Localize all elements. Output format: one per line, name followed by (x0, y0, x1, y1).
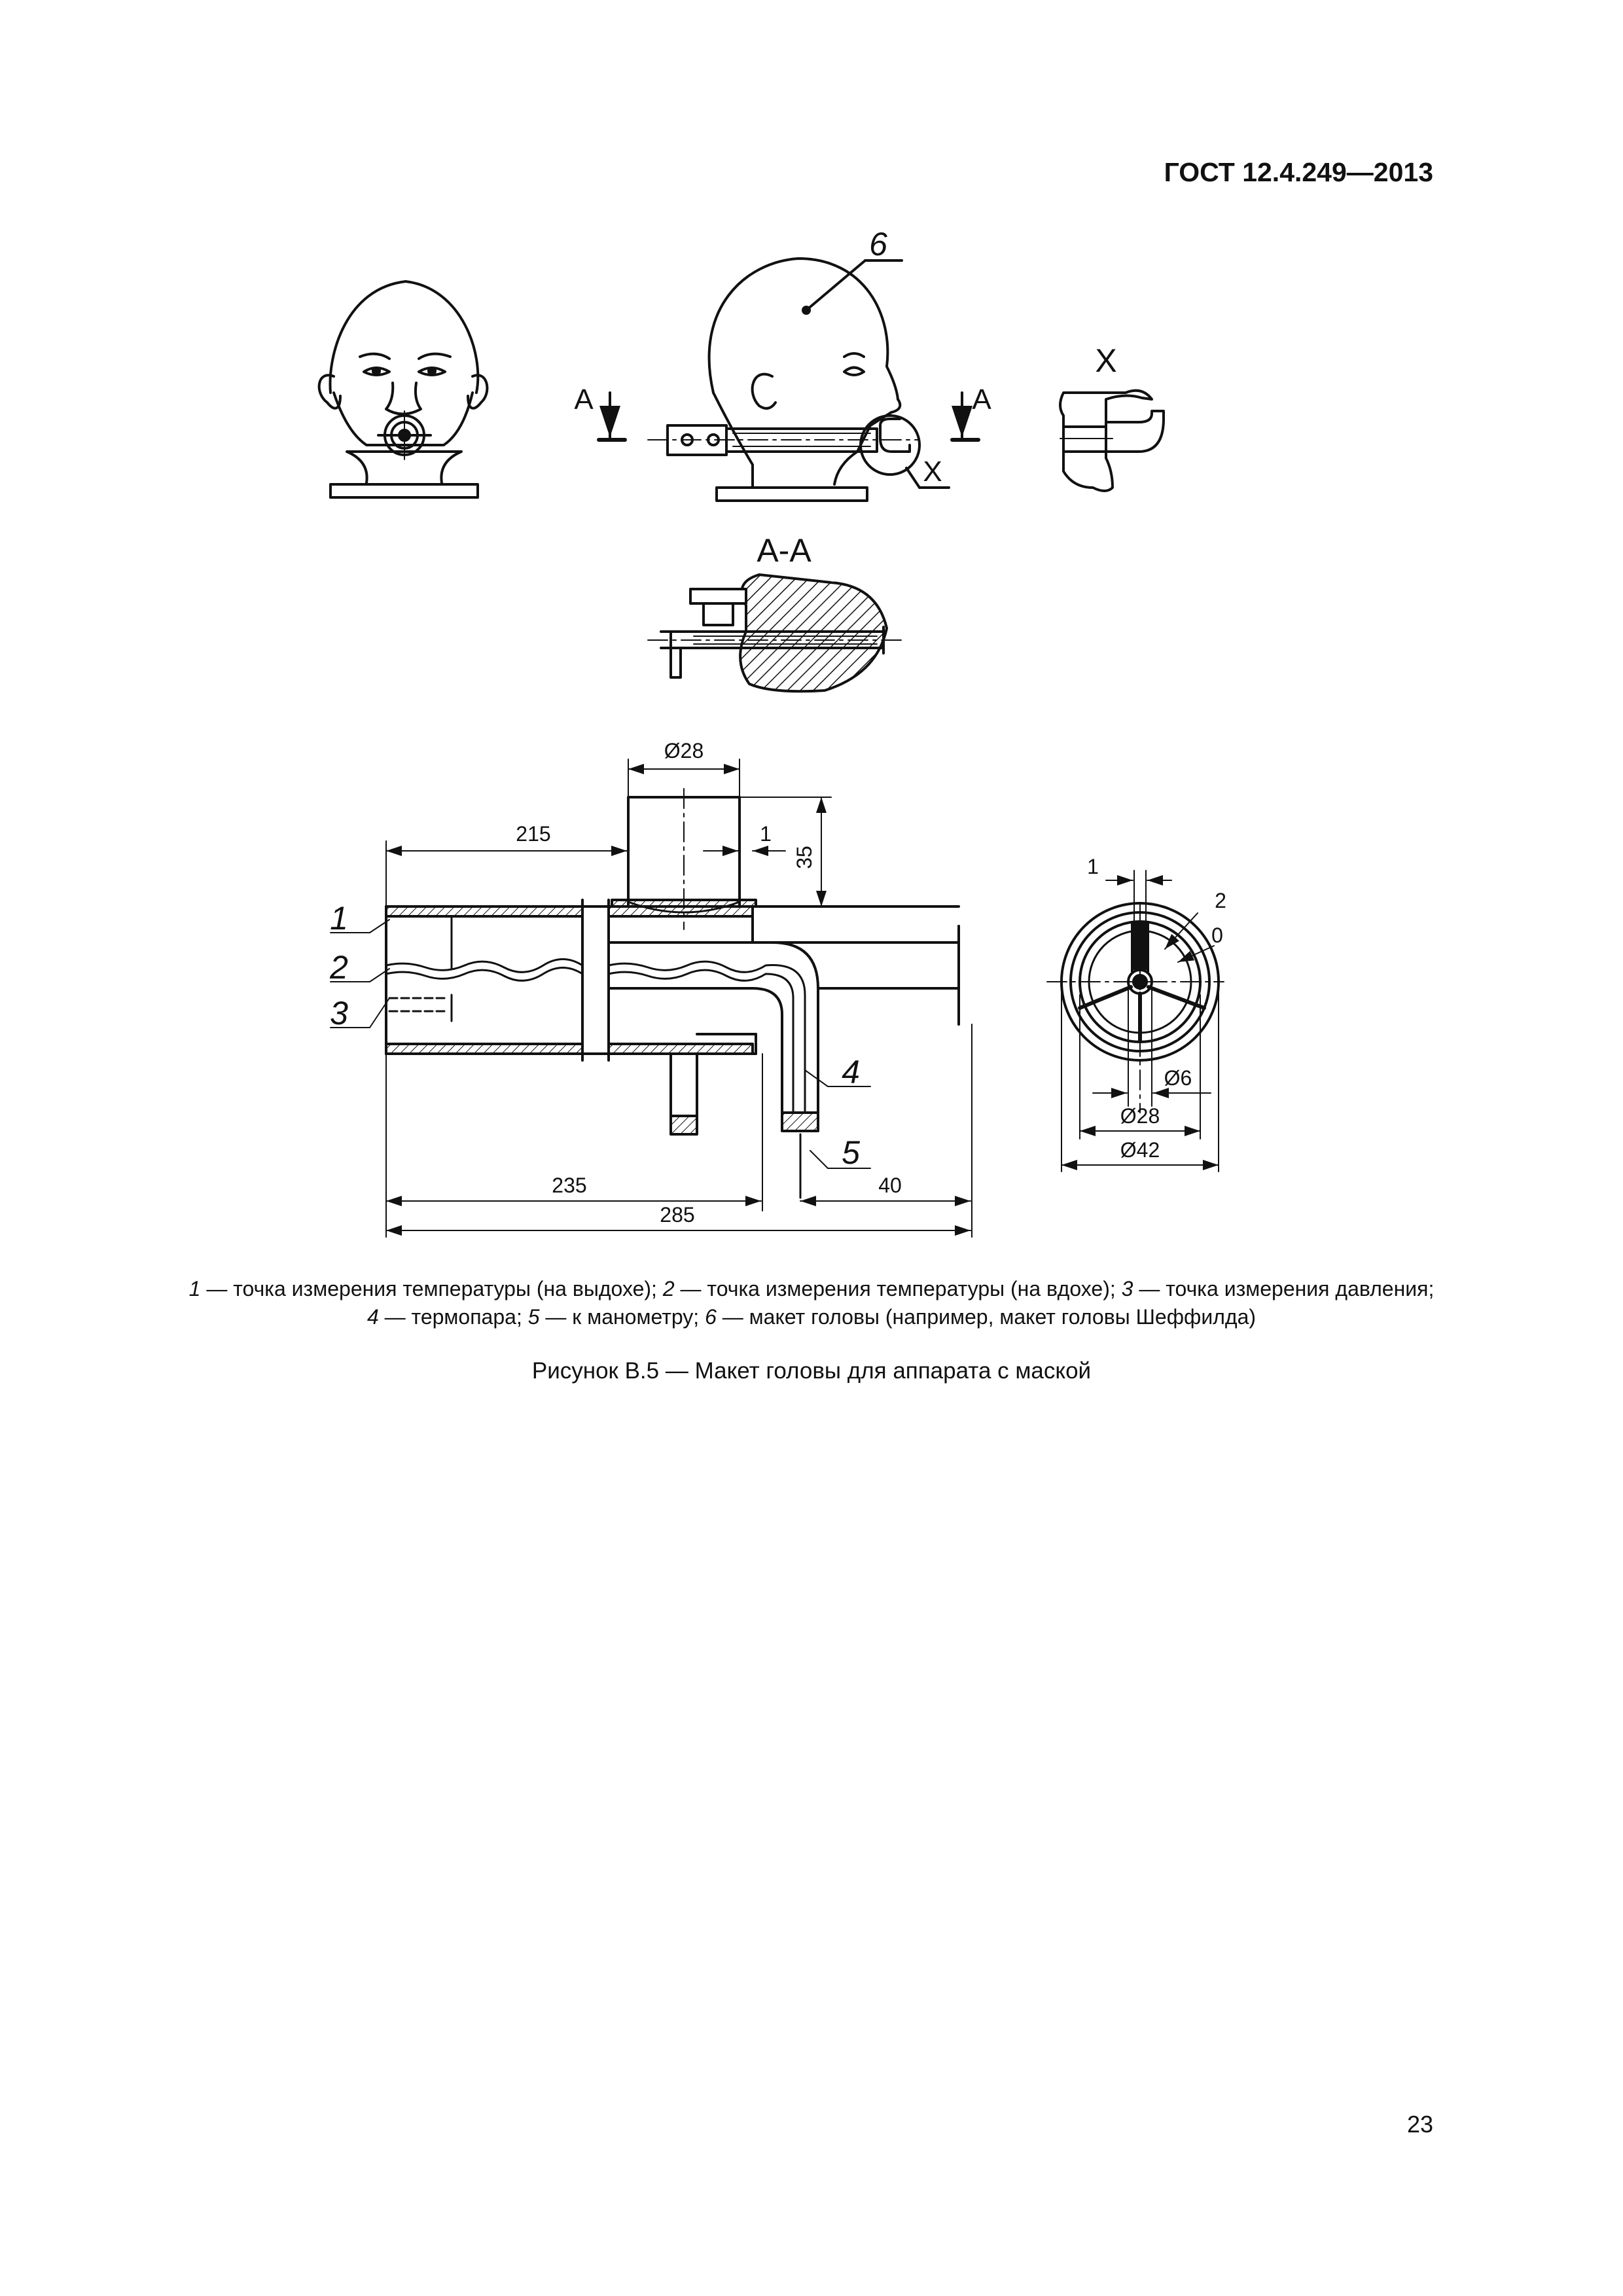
dim-end-2: 2 (1215, 889, 1226, 912)
legend-text-4: — термопара; (378, 1305, 528, 1329)
dim-end-diameter-6: Ø6 (1164, 1066, 1192, 1090)
dim-thickness-1: 1 (760, 822, 772, 846)
detail-x-view (1060, 391, 1164, 491)
detail-x-title: Х (1095, 342, 1117, 379)
legend-num-2: 2 (662, 1277, 675, 1300)
dim-35: 35 (793, 846, 816, 869)
legend-text-2: — точка измерения температуры (на вдохе); (674, 1277, 1122, 1300)
figure-legend (98, 1275, 1525, 1331)
section-a-a-view (648, 575, 906, 691)
legend-line-2 (98, 1303, 1525, 1331)
callout-3: 3 (330, 995, 348, 1031)
dim-235: 235 (552, 1174, 587, 1197)
longitudinal-section-view (330, 759, 972, 1237)
dim-end-1: 1 (1087, 855, 1099, 878)
dim-40: 40 (878, 1174, 902, 1197)
legend-text-6: — макет головы (например, макет головы Шеффилда) (716, 1305, 1257, 1329)
legend-text-3: — точка измерения давления; (1133, 1277, 1435, 1300)
callout-5: 5 (842, 1134, 860, 1171)
legend-text-5: — к манометру; (539, 1305, 705, 1329)
document-header: ГОСТ 12.4.249—2013 (1164, 157, 1433, 187)
legend-num-3: 3 (1121, 1277, 1133, 1300)
callout-2: 2 (330, 949, 348, 986)
dim-end-0: 0 (1211, 924, 1223, 947)
section-mark-left: А (574, 384, 594, 416)
front-head-view (319, 281, 488, 497)
figure-caption: Рисунок В.5 — Макет головы для аппарата с маской (531, 1358, 1092, 1384)
detail-x-mark: Х (923, 456, 942, 488)
callout-1: 1 (330, 900, 348, 937)
legend-num-4: 4 (366, 1305, 379, 1329)
legend-text-1: — точка измерения температуры (на выдохе); (200, 1277, 663, 1300)
side-head-view (599, 259, 978, 501)
legend-line-1 (98, 1275, 1525, 1303)
page-number: 23 (1406, 2111, 1433, 2138)
dim-end-diameter-28: Ø28 (1120, 1104, 1160, 1128)
legend-num-6: 6 (705, 1305, 717, 1329)
callout-6: 6 (869, 226, 887, 262)
section-a-a-title: А-А (757, 532, 812, 569)
dim-diameter-28-top: Ø28 (664, 739, 704, 762)
dim-215: 215 (516, 822, 551, 846)
dim-285: 285 (660, 1203, 695, 1227)
callout-4: 4 (842, 1054, 860, 1090)
section-mark-right: А (972, 384, 991, 416)
legend-num-1: 1 (188, 1277, 201, 1300)
dim-end-diameter-42: Ø42 (1120, 1138, 1160, 1162)
legend-num-5: 5 (527, 1305, 540, 1329)
